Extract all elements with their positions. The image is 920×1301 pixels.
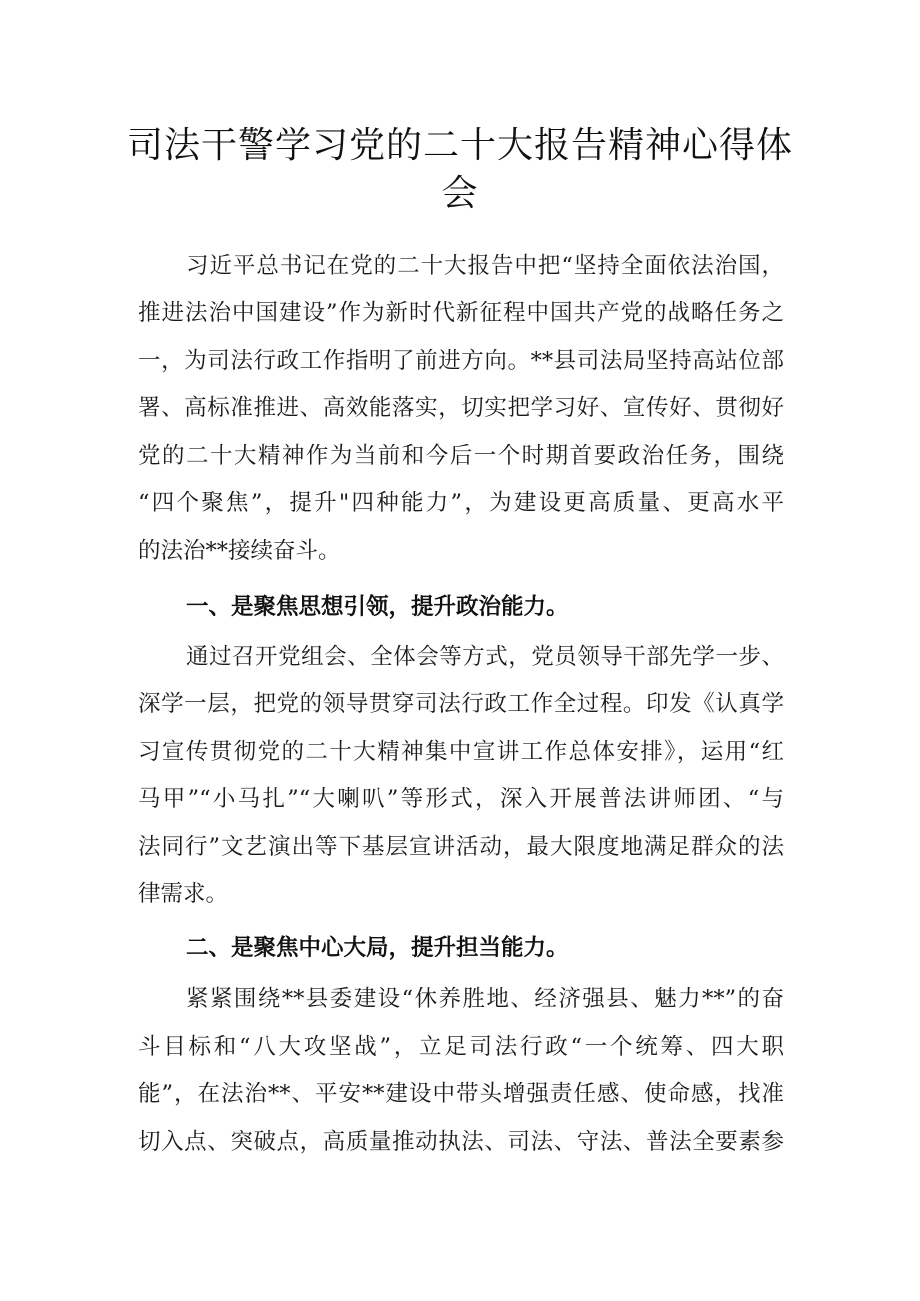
paragraph-1-line-2: 推进法治中国建设”作为新时代新征程中国共产党的战略任务之	[138, 300, 784, 326]
section-heading-2: 二、是聚焦中心大局，提升担当能力。	[186, 935, 569, 961]
paragraph-3-line-4: 切入点、突破点，高质量推动执法、司法、守法、普法全要素参	[138, 1129, 784, 1155]
paragraph-2-line-6: 律需求。	[138, 881, 229, 907]
paragraph-1-line-1: 习近平总书记在党的二十大报告中把“坚持全面依法治国，	[186, 253, 784, 279]
document-title	[120, 122, 800, 218]
paragraph-3-line-2: 斗目标和“八大攻坚战”，立足司法行政“一个统筹、四大职	[138, 1034, 784, 1060]
section-heading-1: 一、是聚焦思想引领，提升政治能力。	[186, 594, 569, 620]
paragraph-3-line-3: 能”，在法治**、平安**建设中带头增强责任感、使命感，找准	[138, 1081, 784, 1107]
paragraph-2-line-3: 习宣传贯彻党的二十大精神集中宣讲工作总体安排》，运用“红	[138, 739, 784, 765]
paragraph-1-line-7: 的法治**接续奋斗。	[138, 538, 341, 564]
paragraph-1-line-4: 署、高标准推进、高效能落实，切实把学习好、宣传好、贯彻好	[138, 395, 784, 421]
paragraph-2-line-4: 马甲”“小马扎”“大喇叭”等形式，深入开展普法讲师团、“与	[138, 786, 784, 812]
paragraph-2-line-5: 法同行”文艺演出等下基层宣讲活动，最大限度地满足群众的法	[138, 834, 784, 860]
paragraph-1-line-6: “四个聚焦”，提升"四种能力”，为建设更高质量、更高水平	[138, 490, 784, 516]
title-line-1: 司法干警学习党的二十大报告精神心得体	[126, 125, 793, 166]
paragraph-2-line-2: 深学一层，把党的领导贯穿司法行政工作全过程。印发《认真学	[138, 691, 784, 717]
paragraph-2-line-1: 通过召开党组会、全体会等方式，党员领导干部先学一步、	[186, 644, 784, 670]
title-line-2: 会	[441, 173, 479, 214]
paragraph-3-line-1: 紧紧围绕**县委建设“休养胜地、经济强县、魅力**”的奋	[186, 986, 784, 1012]
paragraph-1-line-5: 党的二十大精神作为当前和今后一个时期首要政治任务，围绕	[138, 443, 784, 469]
paragraph-1-line-3: 一，为司法行政工作指明了前进方向。**县司法局坚持高站位部	[138, 348, 784, 374]
